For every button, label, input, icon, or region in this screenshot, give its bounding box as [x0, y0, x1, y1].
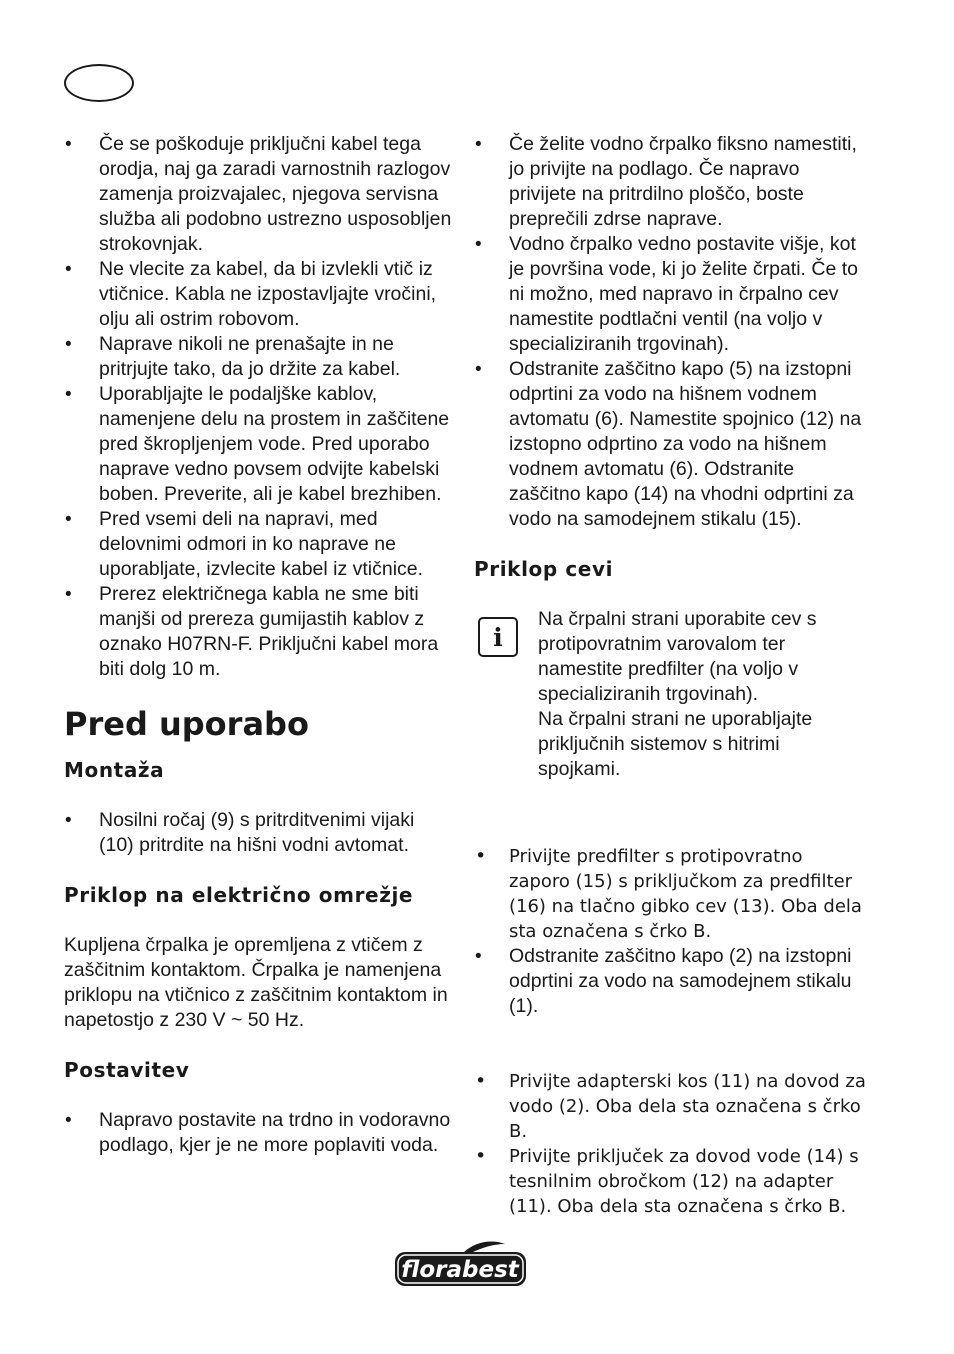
- subheading-priklop-cevi: Priklop cevi: [474, 557, 614, 581]
- section-heading-pred-uporabo: Pred uporabo: [64, 705, 309, 743]
- florabest-logo: [393, 1240, 528, 1288]
- hose-bullets: [474, 844, 866, 1019]
- list-item: • Če se poškoduje priključni kabel tega orodja, naj ga zaradi varnostnih razlogov zamenja proizvajalec, njegova servisna služba ali podobno ustrezno usposobljen strokovnjak.: [64, 132, 454, 257]
- montaza-bullets: [64, 808, 454, 858]
- omrezje-paragraph: Kupljena črpalka je opremljena z vtičem z zaščitnim kontaktom. Črpalka je namenjena priklopu na vtičnico z zaščitnim kontaktom in napetostjo z 230 V ~ 50 Hz.: [64, 934, 448, 1031]
- info-icon: i: [478, 617, 518, 657]
- info-note: [474, 607, 866, 782]
- list-item: • Vodno črpalko vedno postavite višje, kot je površina vode, ki jo želite črpati. Če to ni možno, med napravo in črpalno cev namestite podtlačni ventil (na voljo v specializiranih trgovinah).: [474, 232, 866, 357]
- list-item: • Prerez električnega kabla ne sme biti manjši od prereza gumijastih kablov z oznako H07RN-F. Priključni kabel mora biti dolg 10 m.: [64, 582, 454, 682]
- installation-bullets: [474, 132, 866, 532]
- list-item: • Odstranite zaščitno kapo (2) na izstopni odprtini za vodo na samodejnem stikalu (1).: [474, 944, 866, 1019]
- list-item: • Če želite vodno črpalko fiksno namestiti, jo privijte na podlago. Če napravo privijete na pritrdilno ploščo, boste preprečili zdrse naprave.: [474, 132, 866, 232]
- list-item: • Ne vlecite za kabel, da bi izvlekli vtič iz vtičnice. Kabla ne izpostavljajte vročini, olju ali ostrim robovom.: [64, 257, 454, 332]
- left-column: [64, 132, 454, 1158]
- adapter-bullets: [474, 1069, 866, 1219]
- right-column: [474, 132, 866, 1219]
- info-paragraph: Na črpalni strani ne uporabljajte priključnih sistemov s hitrimi spojkami.: [538, 708, 813, 780]
- list-item: • Pred vsemi deli na napravi, med delovnimi odmori in ko naprave ne uporabljate, izvlecite kabel iz vtičnice.: [64, 507, 454, 582]
- svg-text:florabest: florabest: [401, 1257, 519, 1283]
- list-item: • Privijte predfilter s protipovratno zaporo (15) s priključkom za predfilter (16) na tlačno gibko cev (13). Oba dela sta označena s črko B.: [474, 844, 866, 944]
- list-item: • Privijte priključek za dovod vode (14) s tesnilnim obročkom (12) na adapter (11). Oba dela sta označena s črko B.: [474, 1144, 866, 1219]
- list-item: • Napravo postavite na trdno in vodoravno podlago, kjer je ne more poplaviti voda.: [64, 1108, 454, 1158]
- list-item: • Naprave nikoli ne prenašajte in ne pritrjujte tako, da jo držite za kabel.: [64, 332, 454, 382]
- list-item: • Nosilni ročaj (9) s pritrditvenimi vijaki (10) pritrdite na hišni vodni avtomat.: [64, 808, 454, 858]
- list-item: • Odstranite zaščitno kapo (5) na izstopni odprtini za vodo na hišnem vodnem avtomatu (6). Namestite spojnico (12) na izstopno odprtino za vodo na hišnem vodnem avtomatu (6). Odstranite zaščitno kapo (14) na vhodni odprtini za vodo na samodejnem stikalu (15).: [474, 357, 866, 532]
- subheading-montaza: Montaža: [64, 758, 165, 782]
- subheading-postavitev: Postavitev: [64, 1058, 190, 1082]
- list-item: • Uporabljajte le podaljške kablov, namenjene delu na prostem in zaščitene pred škropljenjem vode. Pred uporabo naprave vedno povsem odvijte kabelski boben. Preverite, ali je kabel brezhiben.: [64, 382, 454, 507]
- safety-bullets: [64, 132, 454, 682]
- language-badge: [64, 64, 134, 102]
- list-item: • Privijte adapterski kos (11) na dovod za vodo (2). Oba dela sta označena s črko B.: [474, 1069, 866, 1144]
- subheading-priklop-omrezje: Priklop na električno omrežje: [64, 883, 414, 907]
- postavitev-bullets: [64, 1108, 454, 1158]
- info-paragraph: Na črpalni strani uporabite cev s protipovratnim varovalom ter namestite predfilter (na voljo v specializiranih trgovinah).: [538, 608, 817, 705]
